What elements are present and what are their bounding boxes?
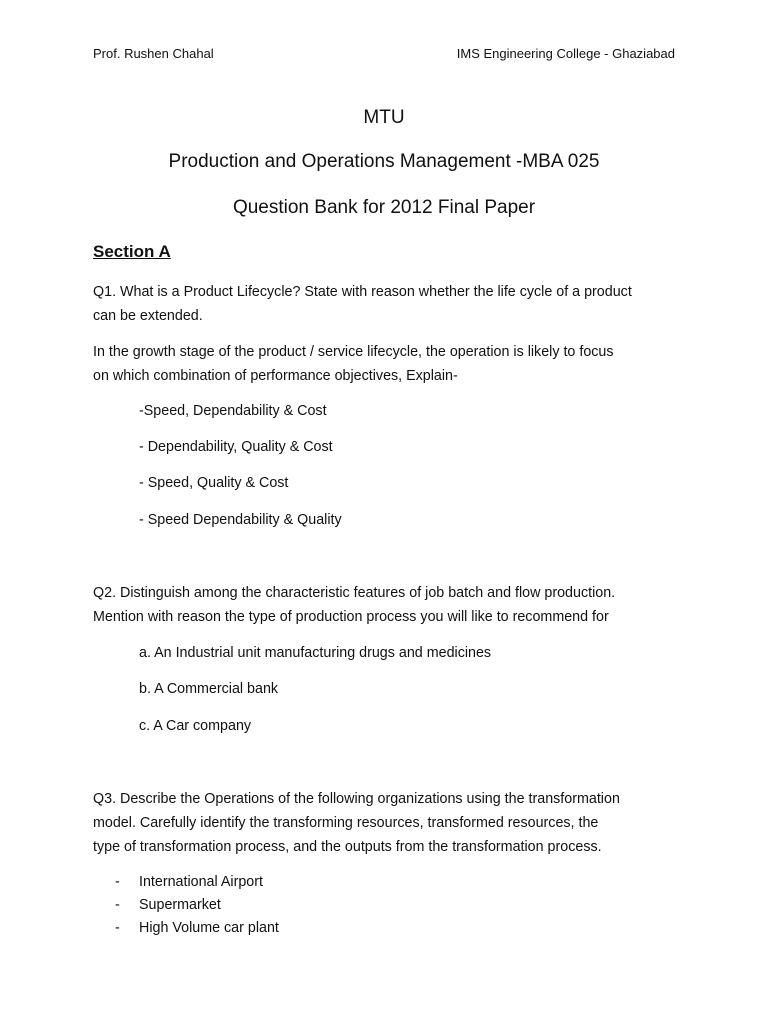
title-paper: Question Bank for 2012 Final Paper [232,197,536,218]
question-1-option: - Dependability, Quality & Cost [139,439,333,455]
section-heading: Section A [93,242,171,261]
question-3 [93,787,693,859]
question-3-item: International Airport [139,874,263,890]
title-course: Production and Operations Management -MBA 025 [168,151,600,172]
question-1-option: -Speed, Dependability & Cost [139,403,327,419]
question-3-line-2: model. Carefully identify the transforming resources, transformed resources, the [93,815,599,831]
question-1-option: - Speed, Quality & Cost [139,475,289,491]
title-university: MTU [363,107,405,128]
question-2 [93,581,693,629]
header-institution: IMS Engineering College - Ghaziabad [456,46,675,61]
question-2-line-2: Mention with reason the type of production process you will like to recommend for [93,609,609,625]
bullet-marker: - [115,874,120,890]
question-2-option: c. A Car company [139,718,252,734]
question-1-line-2: can be extended. [93,308,203,324]
header-author: Prof. Rushen Chahal [93,46,214,61]
question-1-option: - Speed Dependability & Quality [139,512,342,528]
question-1-followup-line-1: In the growth stage of the product / service lifecycle, the operation is likely to focus [93,344,614,360]
question-3-line-3: type of transformation process, and the outputs from the transformation process. [93,839,602,855]
question-3-item: Supermarket [139,897,221,913]
question-2-option: b. A Commercial bank [139,681,279,697]
question-3-line-1: Q3. Describe the Operations of the following organizations using the transformation [93,791,620,807]
question-1-followup [93,340,693,388]
bullet-marker: - [115,897,120,913]
bullet-marker: - [115,920,120,936]
question-1 [93,280,693,328]
question-1-line-1: Q1. What is a Product Lifecycle? State with reason whether the life cycle of a product [93,284,632,300]
question-2-line-1: Q2. Distinguish among the characteristic features of job batch and flow production. [93,585,616,601]
question-1-followup-line-2: on which combination of performance objectives, Explain- [93,368,458,384]
question-2-option: a. An Industrial unit manufacturing drugs and medicines [139,645,492,661]
question-3-item: High Volume car plant [139,920,279,936]
